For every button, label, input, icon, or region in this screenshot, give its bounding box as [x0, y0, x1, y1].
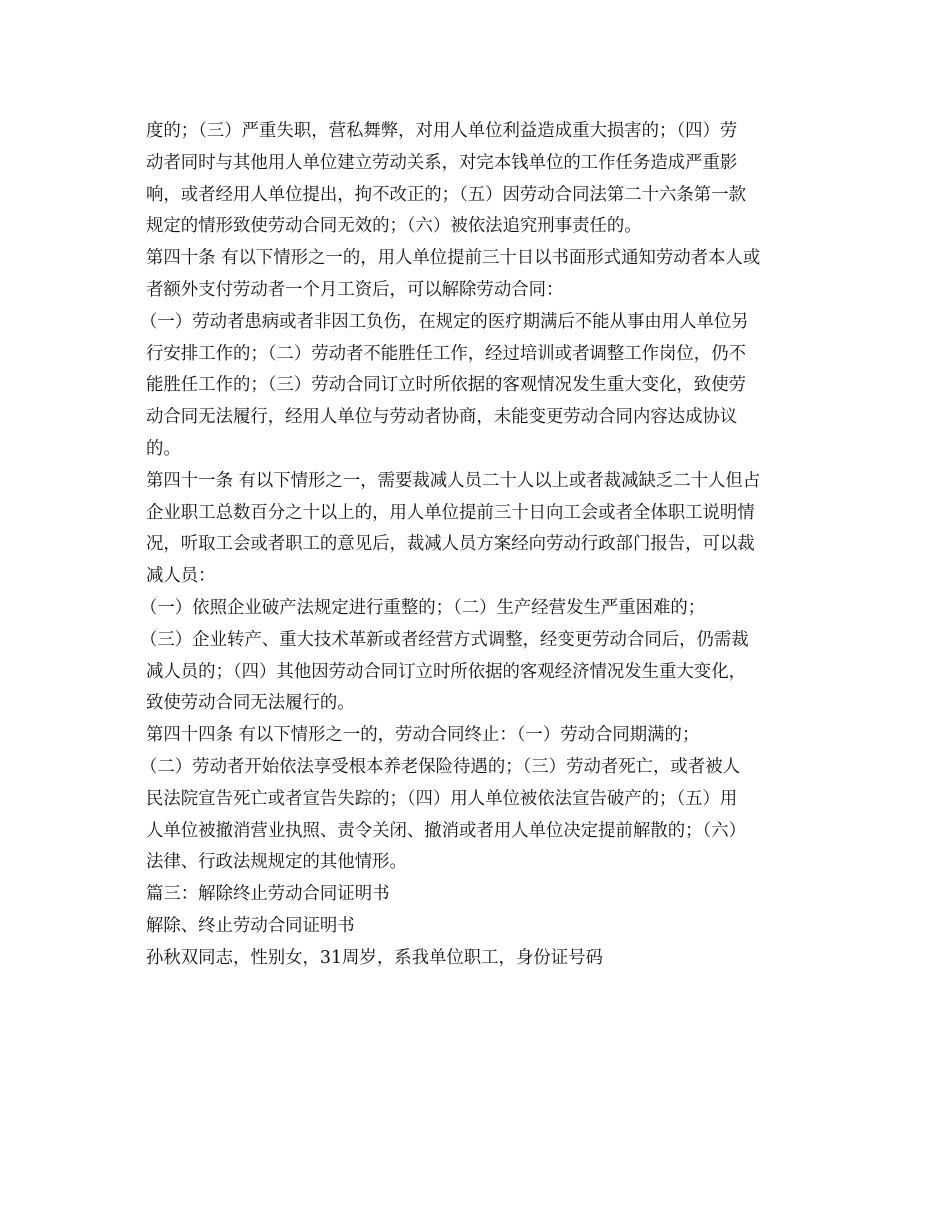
body-text — [140, 116, 816, 975]
text-line: 规定的情形致使劳动合同无效的；（六）被依法追究刑事责任的。 — [146, 216, 642, 237]
text-line: 法律、行政法规规定的其他情形。 — [146, 852, 407, 873]
text-line: 动合同无法履行，经用人单位与劳动者协商，未能变更劳动合同内容达成协议 — [146, 407, 738, 428]
certificate-body-line: 孙秋双同志，性别女，31周岁，系我单位职工，身份证号码 — [146, 947, 603, 968]
text-line: 响，或者经用人单位提出，拘不改正的；（五）因劳动合同法第二十六条第一款 — [146, 184, 746, 205]
text-line: （一）劳动者患病或者非因工负伤，在规定的医疗期满后不能从事由用人单位另 — [140, 311, 749, 332]
article-41-heading: 第四十一条 有以下情形之一，需要裁减人员二十人以上或者裁减缺乏二十人但占 — [146, 470, 761, 491]
text-line: 动者同时与其他用人单位建立劳动关系，对完本钱单位的工作任务造成严重影 — [146, 152, 738, 173]
text-line: 的。 — [146, 438, 181, 459]
certificate-title: 解除、终止劳动合同证明书 — [146, 915, 355, 936]
text-line: （二）劳动者开始依法享受根本养老保险待遇的；（三）劳动者死亡，或者被人 — [140, 756, 740, 777]
text-line: 者额外支付劳动者一个月工资后，可以解除劳动合同： — [146, 279, 564, 300]
text-line: 度的；（三）严重失职，营私舞弊，对用人单位利益造成重大损害的；（四）劳 — [146, 121, 738, 141]
text-line: 致使劳动合同无法履行的。 — [146, 693, 355, 714]
text-line: 行安排工作的；（二）劳动者不能胜任工作，经过培训或者调整工作岗位，仍不 — [146, 343, 746, 364]
text-line: （三）企业转产、重大技术革新或者经营方式调整，经变更劳动合同后，仍需裁 — [140, 629, 749, 650]
text-line: 况，听取工会或者职工的意见后，裁减人员方案经向劳动行政部门报告，可以裁 — [146, 534, 755, 555]
article-40-heading: 第四十条 有以下情形之一的，用人单位提前三十日以书面形式通知劳动者本人或 — [146, 248, 761, 269]
text-line: 企业职工总数百分之十以上的，用人单位提前三十日向工会或者全体职工说明情 — [146, 502, 755, 523]
article-44-heading: 第四十四条 有以下情形之一的，劳动合同终止：（一）劳动合同期满的； — [146, 725, 700, 746]
text-line: 能胜任工作的；（三）劳动合同订立时所依据的客观情况发生重大变化，致使劳 — [146, 375, 746, 396]
section-title: 篇三：解除终止劳动合同证明书 — [146, 884, 390, 905]
text-line: 减人员的；（四）其他因劳动合同订立时所依据的客观经济情况发生重大变化， — [146, 661, 746, 682]
text-line: （一）依照企业破产法规定进行重整的；（二）生产经营发生严重困难的； — [140, 597, 706, 618]
text-line: 人单位被撤消营业执照、责令关闭、撤消或者用人单位决定提前解散的；（六） — [146, 820, 746, 841]
text-line: 减人员： — [146, 566, 216, 587]
text-line: 民法院宣告死亡或者宣告失踪的；（四）用人单位被依法宣告破产的；（五）用 — [146, 788, 738, 809]
